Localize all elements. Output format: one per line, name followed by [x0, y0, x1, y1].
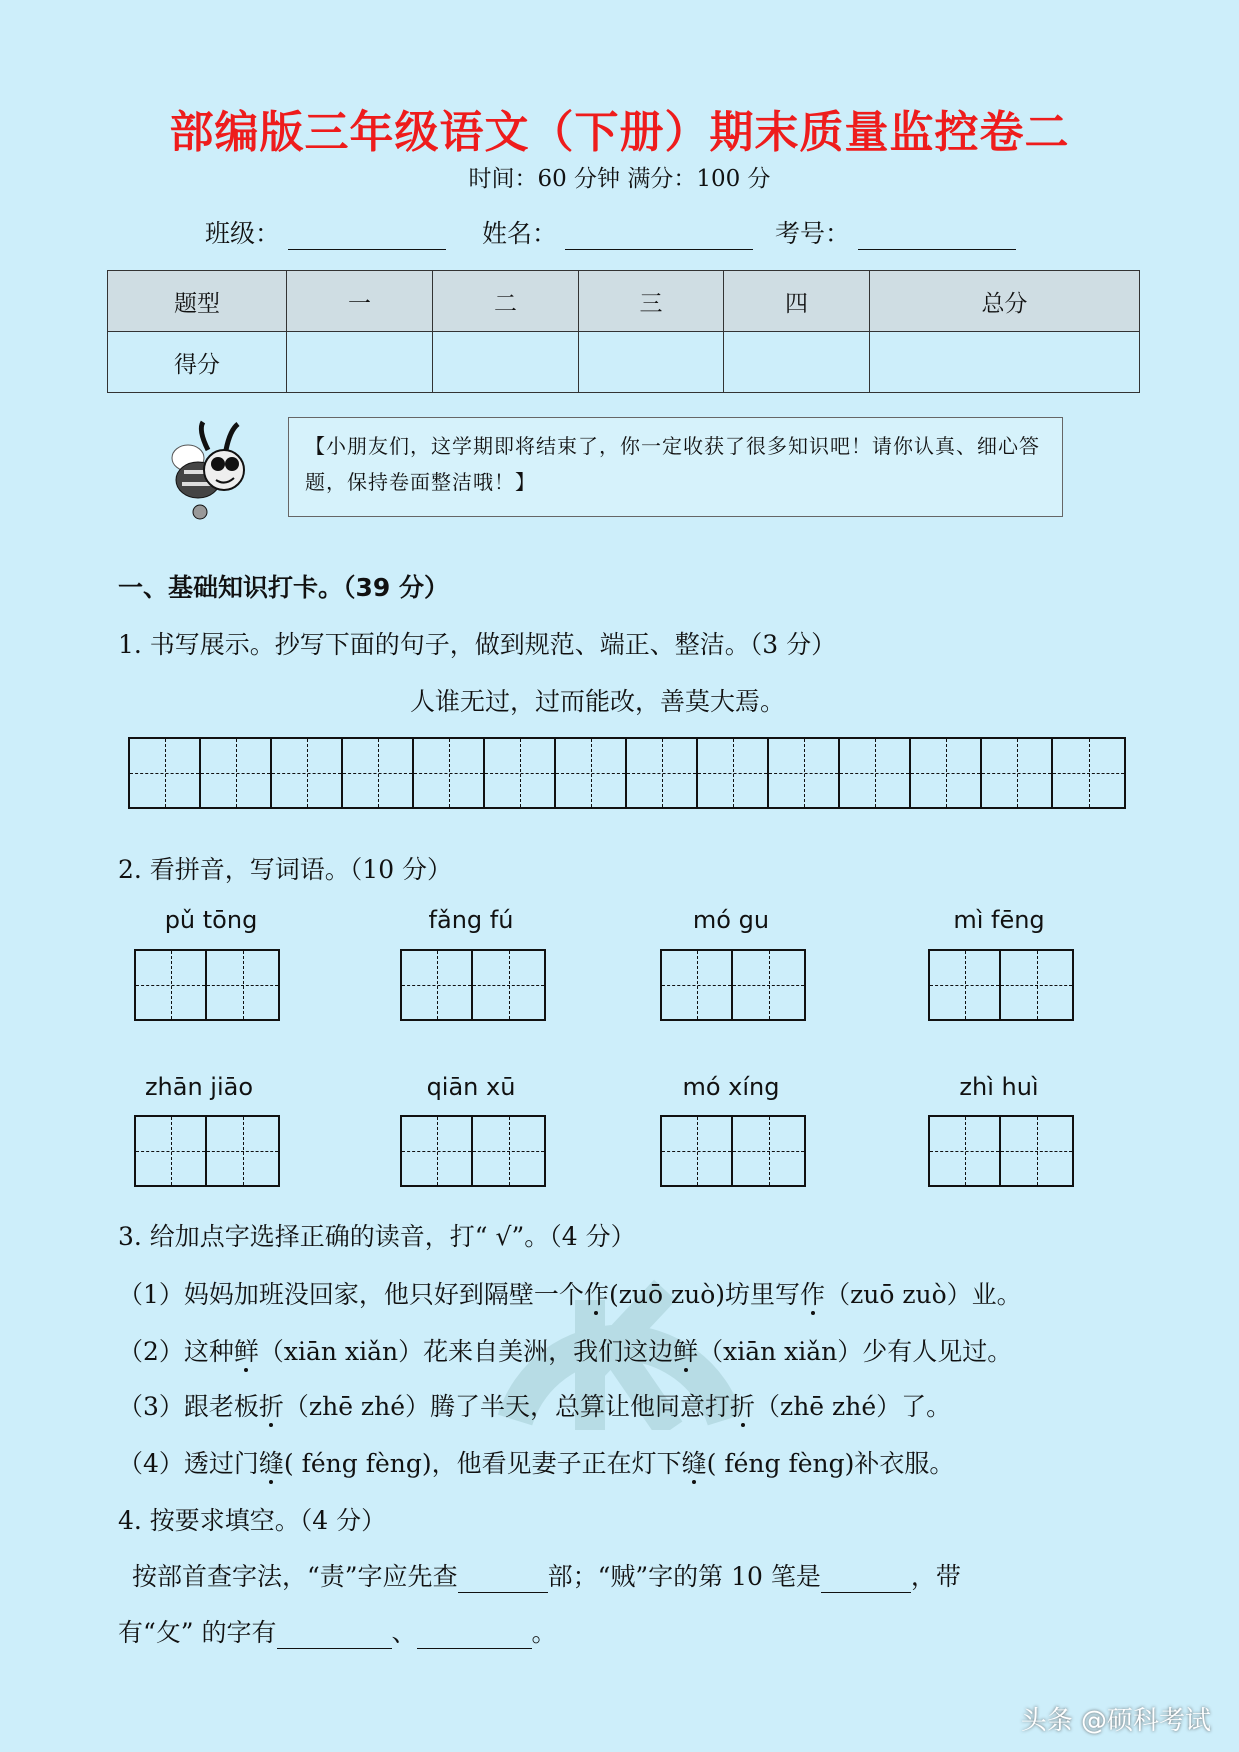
- reading-item: （4）透过门缝( féng fèng)，他看见妻子正在灯下缝( féng fèng)补衣服。: [118, 1449, 955, 1478]
- reading-item: （2）这种鲜（xiān xiǎn）花来自美洲，我们这边鲜（xiān xiǎn）少有人见过。: [118, 1337, 1013, 1366]
- answer-grid[interactable]: [400, 949, 546, 1021]
- reading-item: （3）跟老板折（zhē zhé）腾了半天，总算让他同意打折（zhē zhé）了。: [118, 1392, 952, 1421]
- class-field: [205, 214, 446, 250]
- question-1: 1. 书写展示。抄写下面的句子，做到规范、端正、整洁。（3 分）: [118, 630, 837, 659]
- instruction-note: 【小朋友们，这学期即将结束了，你一定收获了很多知识吧！请你认真、细心答题，保持卷面整洁哦！】: [288, 417, 1063, 517]
- pinyin-label: mó xíng: [682, 1073, 780, 1101]
- header-cell: 总分: [870, 271, 1140, 332]
- question-3: 3. 给加点字选择正确的读音，打“ √”。（4 分）: [118, 1222, 636, 1251]
- blank[interactable]: [458, 1568, 548, 1593]
- exam-subtitle: 时间：60 分钟 满分：100 分: [468, 166, 771, 192]
- table-header-row: [108, 271, 1140, 332]
- bee-icon: [168, 420, 268, 525]
- score-cell[interactable]: [870, 332, 1140, 393]
- score-cell[interactable]: [433, 332, 579, 393]
- pinyin-label: pǔ tōng: [164, 906, 258, 934]
- answer-grid[interactable]: [928, 1115, 1074, 1187]
- source-watermark: 头条 @硕科考试: [1020, 1706, 1211, 1736]
- number-label: 考号：: [775, 219, 851, 248]
- score-cell[interactable]: [579, 332, 724, 393]
- copy-sentence: 人谁无过，过而能改，善莫大焉。: [410, 687, 786, 716]
- header-cell: 一: [287, 271, 433, 332]
- exam-title: 部编版三年级语文（下册）期末质量监控卷二: [169, 107, 1070, 158]
- score-cell[interactable]: [287, 332, 433, 393]
- writing-grid[interactable]: [128, 737, 1126, 809]
- blank[interactable]: [277, 1624, 392, 1649]
- pinyin-label: zhān jiāo: [144, 1073, 254, 1101]
- score-cell[interactable]: [724, 332, 870, 393]
- class-label: 班级：: [205, 219, 281, 248]
- class-input[interactable]: [288, 223, 446, 250]
- answer-grid[interactable]: [134, 949, 280, 1021]
- number-input[interactable]: [858, 223, 1016, 250]
- header-cell: 题型: [108, 271, 287, 332]
- header-cell: 四: [724, 271, 870, 332]
- name-label: 姓名：: [482, 219, 558, 248]
- answer-grid[interactable]: [660, 1115, 806, 1187]
- fill-line-2: 有“攵” 的字有 、 。: [118, 1618, 557, 1647]
- row-label: 得分: [108, 332, 287, 393]
- fill-line-1: 按部首查字法，“责”字应先查 部；“贼”字的第 10 笔是 ，带: [132, 1562, 961, 1591]
- number-field: [775, 214, 1016, 250]
- reading-item: （1）妈妈加班没回家，他只好到隔壁一个作(zuō zuò)坊里写作（zuō zuò）业。: [118, 1280, 1022, 1309]
- name-field: [482, 214, 753, 250]
- pinyin-label: qiān xū: [426, 1073, 516, 1101]
- header-cell: 三: [579, 271, 724, 332]
- pinyin-label: fǎng fú: [428, 906, 514, 934]
- pinyin-label: mó gu: [692, 906, 770, 934]
- answer-grid[interactable]: [400, 1115, 546, 1187]
- answer-grid[interactable]: [134, 1115, 280, 1187]
- question-2: 2. 看拼音，写词语。（10 分）: [118, 855, 453, 884]
- score-table: [107, 270, 1140, 393]
- answer-grid[interactable]: [928, 949, 1074, 1021]
- pinyin-label: mì fēng: [953, 906, 1045, 934]
- table-row: [108, 332, 1140, 393]
- name-input[interactable]: [565, 223, 753, 250]
- answer-grid[interactable]: [660, 949, 806, 1021]
- question-4: 4. 按要求填空。（4 分）: [118, 1506, 387, 1535]
- header-cell: 二: [433, 271, 579, 332]
- blank[interactable]: [821, 1568, 911, 1593]
- blank[interactable]: [417, 1624, 532, 1649]
- pinyin-label: zhì huì: [959, 1073, 1039, 1101]
- section-heading: 一、基础知识打卡。（39 分）: [118, 573, 449, 602]
